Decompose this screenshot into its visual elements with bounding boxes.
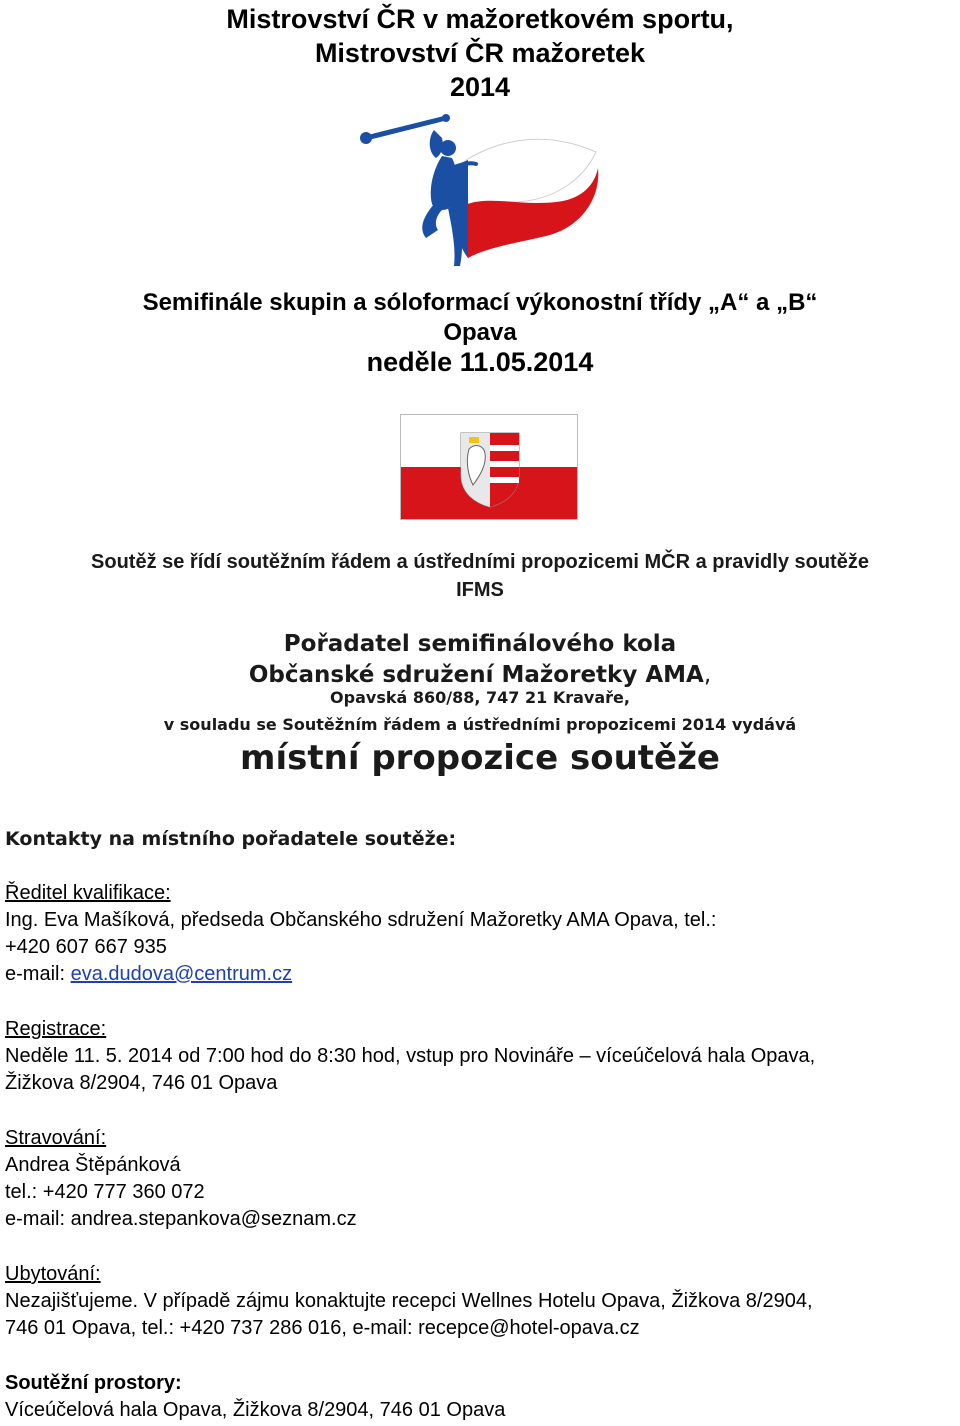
- moravian-silesian-flag-icon: [400, 414, 578, 520]
- rules-line2: IFMS: [456, 579, 504, 601]
- registration-line2: Žižkova 8/2904, 746 01 Opava: [5, 1072, 278, 1094]
- venue-line1: Víceúčelová hala Opava, Žižkova 8/2904, 746 01 Opava: [5, 1399, 506, 1421]
- page-title-line2: Mistrovství ČR mažoretek: [314, 38, 646, 68]
- event-city: Opava: [443, 319, 517, 346]
- registration-line1: Neděle 11. 5. 2014 od 7:00 hod do 8:30 hod, vstup pro Novináře – víceúčelová hala Opava,: [5, 1045, 816, 1067]
- majorette-flag-logo: [356, 108, 606, 270]
- organizer-heading: Pořadatel semifinálového kola: [283, 631, 677, 657]
- organizer-address: Opavská 860/88, 747 21 Kravaře,: [330, 688, 630, 707]
- event-subtitle: Semifinále skupin a sóloformací výkonostní třídy „A“ a „B“: [142, 289, 818, 316]
- accommodation-label: Ubytování:: [5, 1263, 101, 1285]
- organizer-statement: v souladu se Soutěžním řádem a ústředními propozicemi 2014 vydává: [163, 715, 797, 734]
- catering-label: Stravování:: [5, 1127, 107, 1149]
- page-title-year: 2014: [449, 72, 511, 102]
- director-line1: Ing. Eva Mašíková, předseda Občanského sdružení Mažoretky AMA Opava, tel.:: [5, 909, 717, 931]
- organizer-name: Občanské sdružení Mažoretky AMA: [248, 662, 704, 688]
- director-label: Ředitel kvalifikace:: [5, 882, 171, 904]
- organizer-name-comma: ,: [703, 662, 712, 688]
- director-email-prefix: e-mail:: [5, 963, 71, 985]
- catering-phone: tel.: +420 777 360 072: [5, 1181, 205, 1203]
- event-date: neděle 11.05.2014: [366, 347, 594, 377]
- accommodation-line1: Nezajišťujeme. V případě zájmu konaktujte recepci Wellnes Hotelu Opava, Žižkova 8/2904,: [5, 1290, 813, 1312]
- accommodation-line2: 746 01 Opava, tel.: +420 737 286 016, e-mail: recepce@hotel-opava.cz: [5, 1317, 640, 1339]
- rules-line1: Soutěž se řídí soutěžním řádem a ústředními propozicemi MČR a pravidly soutěže: [91, 551, 869, 573]
- catering-name: Andrea Štěpánková: [5, 1154, 181, 1176]
- director-email-line: [5, 961, 960, 988]
- registration-label: Registrace:: [5, 1018, 107, 1040]
- director-email-link[interactable]: eva.dudova@centrum.cz: [70, 963, 293, 985]
- page-title-line1: Mistrovství ČR v mažoretkovém sportu,: [226, 4, 734, 34]
- director-phone: +420 607 667 935: [5, 936, 167, 958]
- venue-label: Soutěžní prostory:: [5, 1372, 182, 1394]
- document-title: místní propozice soutěže: [240, 738, 720, 778]
- catering-email: e-mail: andrea.stepankova@seznam.cz: [5, 1208, 357, 1230]
- contacts-heading: Kontakty na místního pořadatele soutěže:: [5, 828, 457, 850]
